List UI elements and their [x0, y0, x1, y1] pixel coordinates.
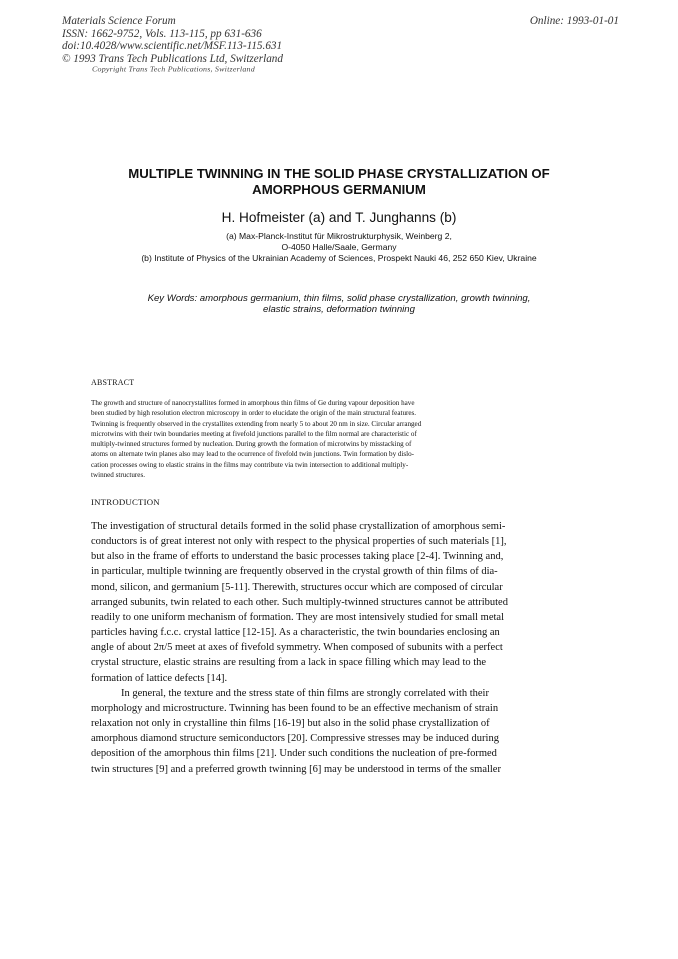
- online-date: Online: 1993-01-01: [529, 15, 619, 27]
- body-line: amorphous diamond structure semiconductors [20]. Compressive stresses may be induced during: [91, 733, 499, 745]
- abstract-line: been studied by high resolution electron microscopy in order to elucidate the origin of the main structural features.: [91, 409, 417, 418]
- copyright-line: © 1993 Trans Tech Publications Ltd, Switzerland: [62, 52, 283, 65]
- copyright-stamp: Copyright Trans Tech Publications, Switzerland: [92, 65, 255, 74]
- journal-header: [62, 15, 283, 65]
- body-line: crystal structure, elastic strains are resulting from a lack in space filling which may lead to the: [91, 657, 487, 669]
- body-line: The investigation of structural details formed in the solid phase crystallization of amorphous semi-: [91, 521, 506, 532]
- abstract-line: atoms on alternate twin planes also may lead to the ocurrence of fivefold twin junctions. Twin formation by dislo-: [91, 450, 415, 459]
- body-line: arranged subunits, twin related to each other. Such multiply-twinned structures cannot be attributed: [91, 596, 508, 608]
- affiliation-a-line-1: (a) Max-Planck-Institut für Mikrostrukturphysik, Weinberg 2,: [226, 231, 452, 241]
- doi-line[interactable]: doi:10.4028/www.scientific.net/MSF.113-115.631: [62, 40, 283, 53]
- introduction-heading: INTRODUCTION: [91, 497, 160, 507]
- abstract-line: Twinning is frequently observed in the crystallites extending from nearly 5 to about 20 nm in size. Circular arranged: [91, 419, 422, 428]
- abstract-line: twinned structures.: [91, 471, 145, 480]
- body-line: formation of lattice defects [14].: [91, 672, 228, 684]
- journal-name: Materials Science Forum: [62, 15, 176, 27]
- paper-title-line-2: AMORPHOUS GERMANIUM: [252, 182, 426, 197]
- body-line: In general, the texture and the stress state of thin films are strongly correlated with their: [121, 687, 489, 699]
- keywords-line-2: elastic strains, deformation twinning: [263, 304, 415, 315]
- abstract-heading: ABSTRACT: [91, 378, 135, 387]
- body-line: particles having f.c.c. crystal lattice [12-15]. As a characteristic, the twin boundaries enclosing an: [91, 627, 500, 639]
- affiliation-a-line-2: O-4050 Halle/Saale, Germany: [281, 242, 397, 252]
- body-line: deposition of the amorphous thin films [21]. Under such conditions the nucleation of pre-formed: [91, 748, 497, 760]
- body-line: mond, silicon, and germanium [5-11]. Therewith, structures occur which are composed of circular: [91, 581, 503, 593]
- abstract-text: [91, 398, 531, 480]
- body-line: in particular, multiple twinning are frequently observed in the crystal growth of thin films of dia-: [91, 566, 498, 578]
- abstract-line: multiply-twinned structures formed by nucleation. During growth the formation of microtwins by misstacking of: [91, 440, 412, 449]
- body-line: angle of about 2π/5 meet at axes of fivefold symmetry. When composed of subunits with a perfect: [91, 642, 503, 654]
- body-line: but also in the frame of efforts to understand the basic processes taking place [2-4]. Twinning and,: [91, 551, 504, 563]
- body-line: twin structures [9] and a preferred growth twinning [6] may be understood in terms of the smaller: [91, 763, 501, 775]
- affiliation-b: (b) Institute of Physics of the Ukrainian Academy of Sciences, Prospekt Nauki 46, 252 650 Kiev, Ukraine: [141, 253, 537, 263]
- body-line: relaxation not only in crystalline thin films [16-19] but also in the solid phase crystallization of: [91, 718, 490, 730]
- body-line: conductors is of great interest not only with respect to the physical properties of such materials [1],: [91, 536, 507, 548]
- introduction-text: [91, 519, 536, 777]
- abstract-line: cation processes owing to elastic strains in the films may contribute via twin intersection to additional multiply-: [91, 460, 409, 469]
- abstract-line: The growth and structure of nanocrystallites formed in amorphous thin films of Ge during vapour deposition have: [91, 399, 415, 407]
- paper-title-line-1: MULTIPLE TWINNING IN THE SOLID PHASE CRYSTALLIZATION OF: [128, 166, 550, 181]
- body-line: morphology and microstructure. Twinning has been found to be an effective mechanism of strain: [91, 702, 499, 714]
- authors: H. Hofmeister (a) and T. Junghanns (b): [221, 210, 457, 225]
- body-line: readily to one uniform mechanism of formation. They are most intensively studied for small metal: [91, 611, 504, 623]
- abstract-line: microtwins with their twin boundaries meeting at fivefold junctions parallel to the film normal are characteristic of: [91, 429, 417, 438]
- keywords-line-1: Key Words: amorphous germanium, thin films, solid phase crystallization, growth twinning,: [147, 293, 531, 304]
- issn-line: ISSN: 1662-9752, Vols. 113-115, pp 631-636: [62, 27, 262, 40]
